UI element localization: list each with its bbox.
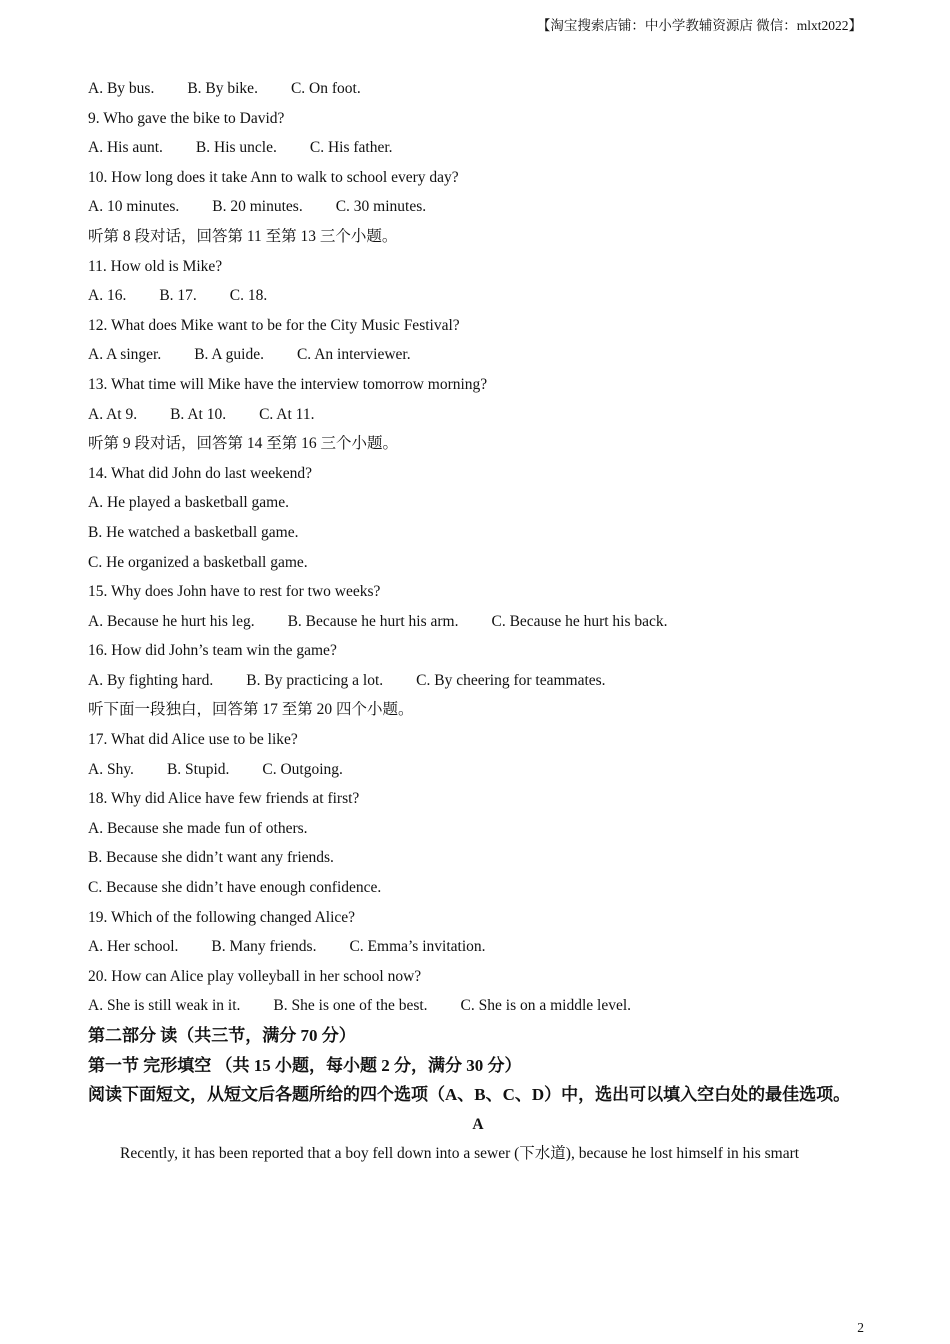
answer-option: A. Because he hurt his leg. bbox=[88, 612, 255, 630]
passage-label: A bbox=[472, 1115, 484, 1133]
answer-option: B. Stupid. bbox=[166, 760, 230, 778]
answer-option: C. An interviewer. bbox=[296, 346, 411, 364]
answer-option: A. Her school. bbox=[88, 938, 179, 956]
answer-options bbox=[88, 932, 868, 962]
answer-options bbox=[88, 991, 868, 1021]
answer-option: A. Shy. bbox=[88, 760, 134, 778]
subsection-title: 第一节 完形填空 （共 15 小题，每小题 2 分，满分 30 分） bbox=[88, 1055, 522, 1075]
question-text: B. He watched a basketball game. bbox=[88, 523, 299, 541]
answer-option: B. By bike. bbox=[187, 80, 258, 97]
answer-option: A. By bus. bbox=[88, 80, 155, 97]
answer-option: C. 30 minutes. bbox=[335, 198, 427, 216]
answer-option: B. She is one of the best. bbox=[273, 997, 428, 1015]
part-title: 第二部分 读（共三节，满分 70 分） bbox=[88, 1026, 356, 1045]
answer-option: C. 18. bbox=[229, 287, 268, 305]
answer-options bbox=[88, 607, 868, 637]
answer-option: B. 20 minutes. bbox=[212, 198, 303, 216]
question-text: 15. Why does John have to rest for two weeks? bbox=[88, 583, 381, 601]
question-text: B. Because she didn’t want any friends. bbox=[88, 849, 334, 867]
question-text: 16. How did John’s team win the game? bbox=[88, 642, 337, 660]
answer-options bbox=[88, 74, 868, 104]
answer-option: C. By cheering for teammates. bbox=[416, 671, 606, 689]
answer-option: C. Because he hurt his back. bbox=[491, 612, 668, 630]
question-text: 19. Which of the following changed Alice? bbox=[88, 908, 356, 926]
question-text: 18. Why did Alice have few friends at first? bbox=[88, 790, 360, 808]
answer-option: B. His uncle. bbox=[195, 139, 277, 157]
question-text: 17. What did Alice use to be like? bbox=[88, 731, 298, 749]
answer-option: B. 17. bbox=[159, 287, 197, 305]
answer-options bbox=[88, 133, 868, 163]
question-text: 12. What does Mike want to be for the City Music Festival? bbox=[88, 316, 460, 334]
answer-option: C. At 11. bbox=[259, 405, 315, 423]
answer-option: A. At 9. bbox=[88, 405, 138, 423]
listening-instruction: 听下面一段独白，回答第 17 至第 20 四个小题。 bbox=[88, 701, 414, 719]
question-text: A. Because she made fun of others. bbox=[88, 819, 308, 837]
answer-option: B. By practicing a lot. bbox=[246, 671, 384, 689]
answer-options bbox=[88, 400, 868, 430]
answer-option: C. She is on a middle level. bbox=[460, 997, 632, 1015]
question-text: A. He played a basketball game. bbox=[88, 494, 289, 512]
answer-option: A. 10 minutes. bbox=[88, 198, 180, 216]
directions: 阅读下面短文，从短文后各题所给的四个选项（A、B、C、D）中，选出可以填入空白处的最佳选项。 bbox=[88, 1085, 851, 1105]
answer-options bbox=[88, 192, 868, 222]
question-text: 10. How long does it take Ann to walk to school every day? bbox=[88, 168, 459, 186]
answer-option: A. 16. bbox=[88, 287, 127, 305]
listening-instruction: 听第 9 段对话，回答第 14 至第 16 三个小题。 bbox=[88, 435, 399, 453]
answer-option: B. Many friends. bbox=[211, 938, 317, 956]
listening-instruction: 听第 8 段对话，回答第 11 至第 13 三个小题。 bbox=[88, 227, 398, 245]
answer-options bbox=[88, 281, 868, 311]
question-text: C. He organized a basketball game. bbox=[88, 553, 308, 571]
answer-option: A. His aunt. bbox=[88, 139, 163, 157]
answer-option: C. Emma’s invitation. bbox=[349, 938, 486, 956]
answer-option: C. On foot. bbox=[290, 80, 361, 97]
question-text: 13. What time will Mike have the interview tomorrow morning? bbox=[88, 375, 488, 393]
passage-text: Recently, it has been reported that a boy fell down into a sewer (下水道), because he lost himself in his smart bbox=[120, 1145, 800, 1163]
answer-options bbox=[88, 666, 868, 696]
question-text: 11. How old is Mike? bbox=[88, 257, 223, 275]
question-text: 9. Who gave the bike to David? bbox=[88, 109, 285, 127]
answer-option: B. Because he hurt his arm. bbox=[287, 612, 459, 630]
answer-option: A. A singer. bbox=[88, 346, 162, 364]
question-list bbox=[88, 74, 868, 1021]
question-text: 14. What did John do last weekend? bbox=[88, 464, 312, 482]
answer-options bbox=[88, 340, 868, 370]
question-text: 20. How can Alice play volleyball in her school now? bbox=[88, 967, 422, 985]
header-note: 【淘宝搜索店铺：中小学教辅资源店 微信：mlxt2022】 bbox=[536, 18, 862, 33]
answer-option: A. By fighting hard. bbox=[88, 671, 214, 689]
answer-option: B. A guide. bbox=[194, 346, 264, 364]
answer-option: C. His father. bbox=[309, 139, 393, 157]
page-number: 2 bbox=[857, 1320, 864, 1335]
page-content bbox=[88, 74, 868, 1169]
answer-option: A. She is still weak in it. bbox=[88, 997, 241, 1015]
question-text: C. Because she didn’t have enough confidence. bbox=[88, 879, 382, 897]
answer-options bbox=[88, 755, 868, 785]
answer-option: B. At 10. bbox=[170, 405, 227, 423]
answer-option: C. Outgoing. bbox=[262, 760, 343, 778]
